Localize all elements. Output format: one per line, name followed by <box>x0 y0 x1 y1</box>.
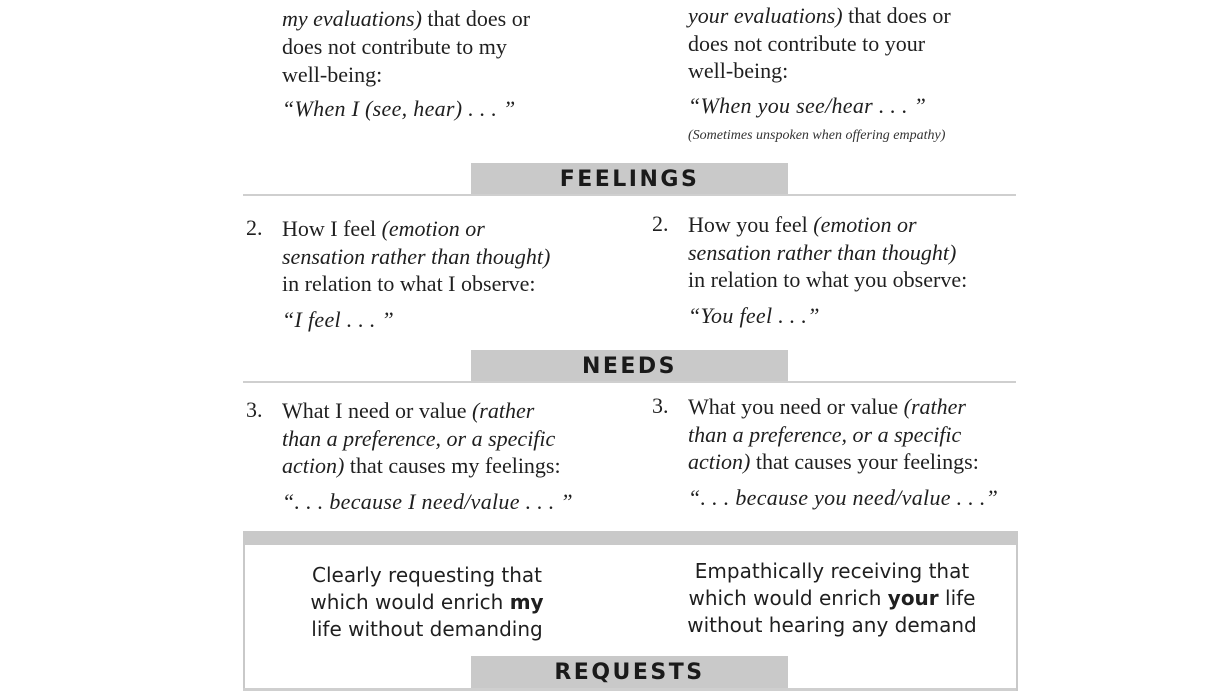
needs-left-plain: What I need or value <box>282 398 472 423</box>
observation-right-italic: your evaluations) <box>688 3 843 28</box>
requests-left-line-2 <box>277 589 577 617</box>
feelings-right-line-2: sensation rather than thought) <box>688 240 957 265</box>
feelings-left-line-2: sensation rather than thought) <box>282 244 551 269</box>
requests-left-line-1: Clearly requesting that <box>312 563 542 587</box>
observation-right-line-2: does not contribute to your <box>688 31 926 56</box>
requests-right-plain: which would enrich <box>688 586 888 610</box>
observation-right-rest: that does or <box>842 3 951 28</box>
observation-right-quote: “When you see/hear . . . ” <box>688 93 927 118</box>
needs-right-line-3 <box>688 448 979 476</box>
feelings-right-italic: (emotion or <box>813 212 917 237</box>
needs-left-line3-rest: that causes my feelings: <box>344 453 561 478</box>
needs-left-line-1 <box>282 397 534 425</box>
observation-left-line-1 <box>282 5 530 33</box>
feelings-left-line-3: in relation to what I observe: <box>282 271 536 296</box>
needs-right-italic: (rather <box>903 394 966 419</box>
feelings-right-quote: “You feel . . .” <box>688 303 820 328</box>
requests-right-bold: your <box>887 586 939 610</box>
needs-heading: NEEDS <box>581 354 678 379</box>
requests-left-line-3: life without demanding <box>311 617 543 641</box>
feelings-divider <box>243 194 1016 196</box>
feelings-heading: FEELINGS <box>559 167 700 192</box>
feelings-left-line-1 <box>282 215 485 243</box>
feelings-left-plain: How I feel <box>282 216 382 241</box>
observation-right-note: (Sometimes unspoken when offering empathy) <box>688 128 946 143</box>
requests-left-bold: my <box>509 590 544 614</box>
feelings-right-number: 2. <box>652 211 669 236</box>
requests-heading: REQUESTS <box>554 659 705 685</box>
needs-right-quote: “. . . because you need/value . . .” <box>688 485 999 510</box>
observation-left-line-2: does not contribute to my <box>282 34 507 59</box>
feelings-left-number: 2. <box>246 215 263 240</box>
needs-heading-band <box>471 350 788 383</box>
needs-right-line3-rest: that causes your feelings: <box>750 449 979 474</box>
requests-heading-band <box>471 656 788 688</box>
needs-left-italic: (rather <box>471 398 535 423</box>
feelings-right-line-1 <box>688 211 917 239</box>
requests-right-line-1: Empathically receiving that <box>694 559 970 583</box>
feelings-heading-band <box>471 163 788 196</box>
needs-left-number: 3. <box>246 397 263 422</box>
needs-left-line3-italic: action) <box>282 453 345 478</box>
requests-right-rest: life <box>938 586 976 610</box>
needs-right-line3-italic: action) <box>688 449 751 474</box>
needs-right-line-2: than a preference, or a specific <box>688 422 962 447</box>
feelings-right-line-3: in relation to what you observe: <box>688 267 968 292</box>
observation-left-rest: that does or <box>421 6 531 31</box>
needs-right-line-1 <box>688 393 966 421</box>
needs-divider <box>243 381 1016 383</box>
feelings-right-plain: How you feel <box>688 212 814 237</box>
requests-left-plain: which would enrich <box>310 590 510 614</box>
observation-left-line-3: well-being: <box>282 62 383 87</box>
feelings-left-quote: “I feel . . . ” <box>282 307 395 332</box>
needs-left-quote: “. . . because I need/value . . . ” <box>282 489 573 514</box>
observation-right-line-3: well-being: <box>688 58 789 83</box>
observation-left-italic: my evaluations) <box>282 6 422 31</box>
requests-right-line-3: without hearing any demand <box>687 613 977 637</box>
needs-left-line-3 <box>282 452 561 480</box>
needs-right-plain: What you need or value <box>688 394 904 419</box>
needs-right-number: 3. <box>652 393 669 418</box>
feelings-left-italic: (emotion or <box>381 216 485 241</box>
requests-right-line-2 <box>682 585 982 613</box>
needs-left-line-2: than a preference, or a specific <box>282 426 556 451</box>
observation-left-quote: “When I (see, hear) . . . ” <box>282 96 516 121</box>
observation-right-line-1 <box>688 2 951 30</box>
